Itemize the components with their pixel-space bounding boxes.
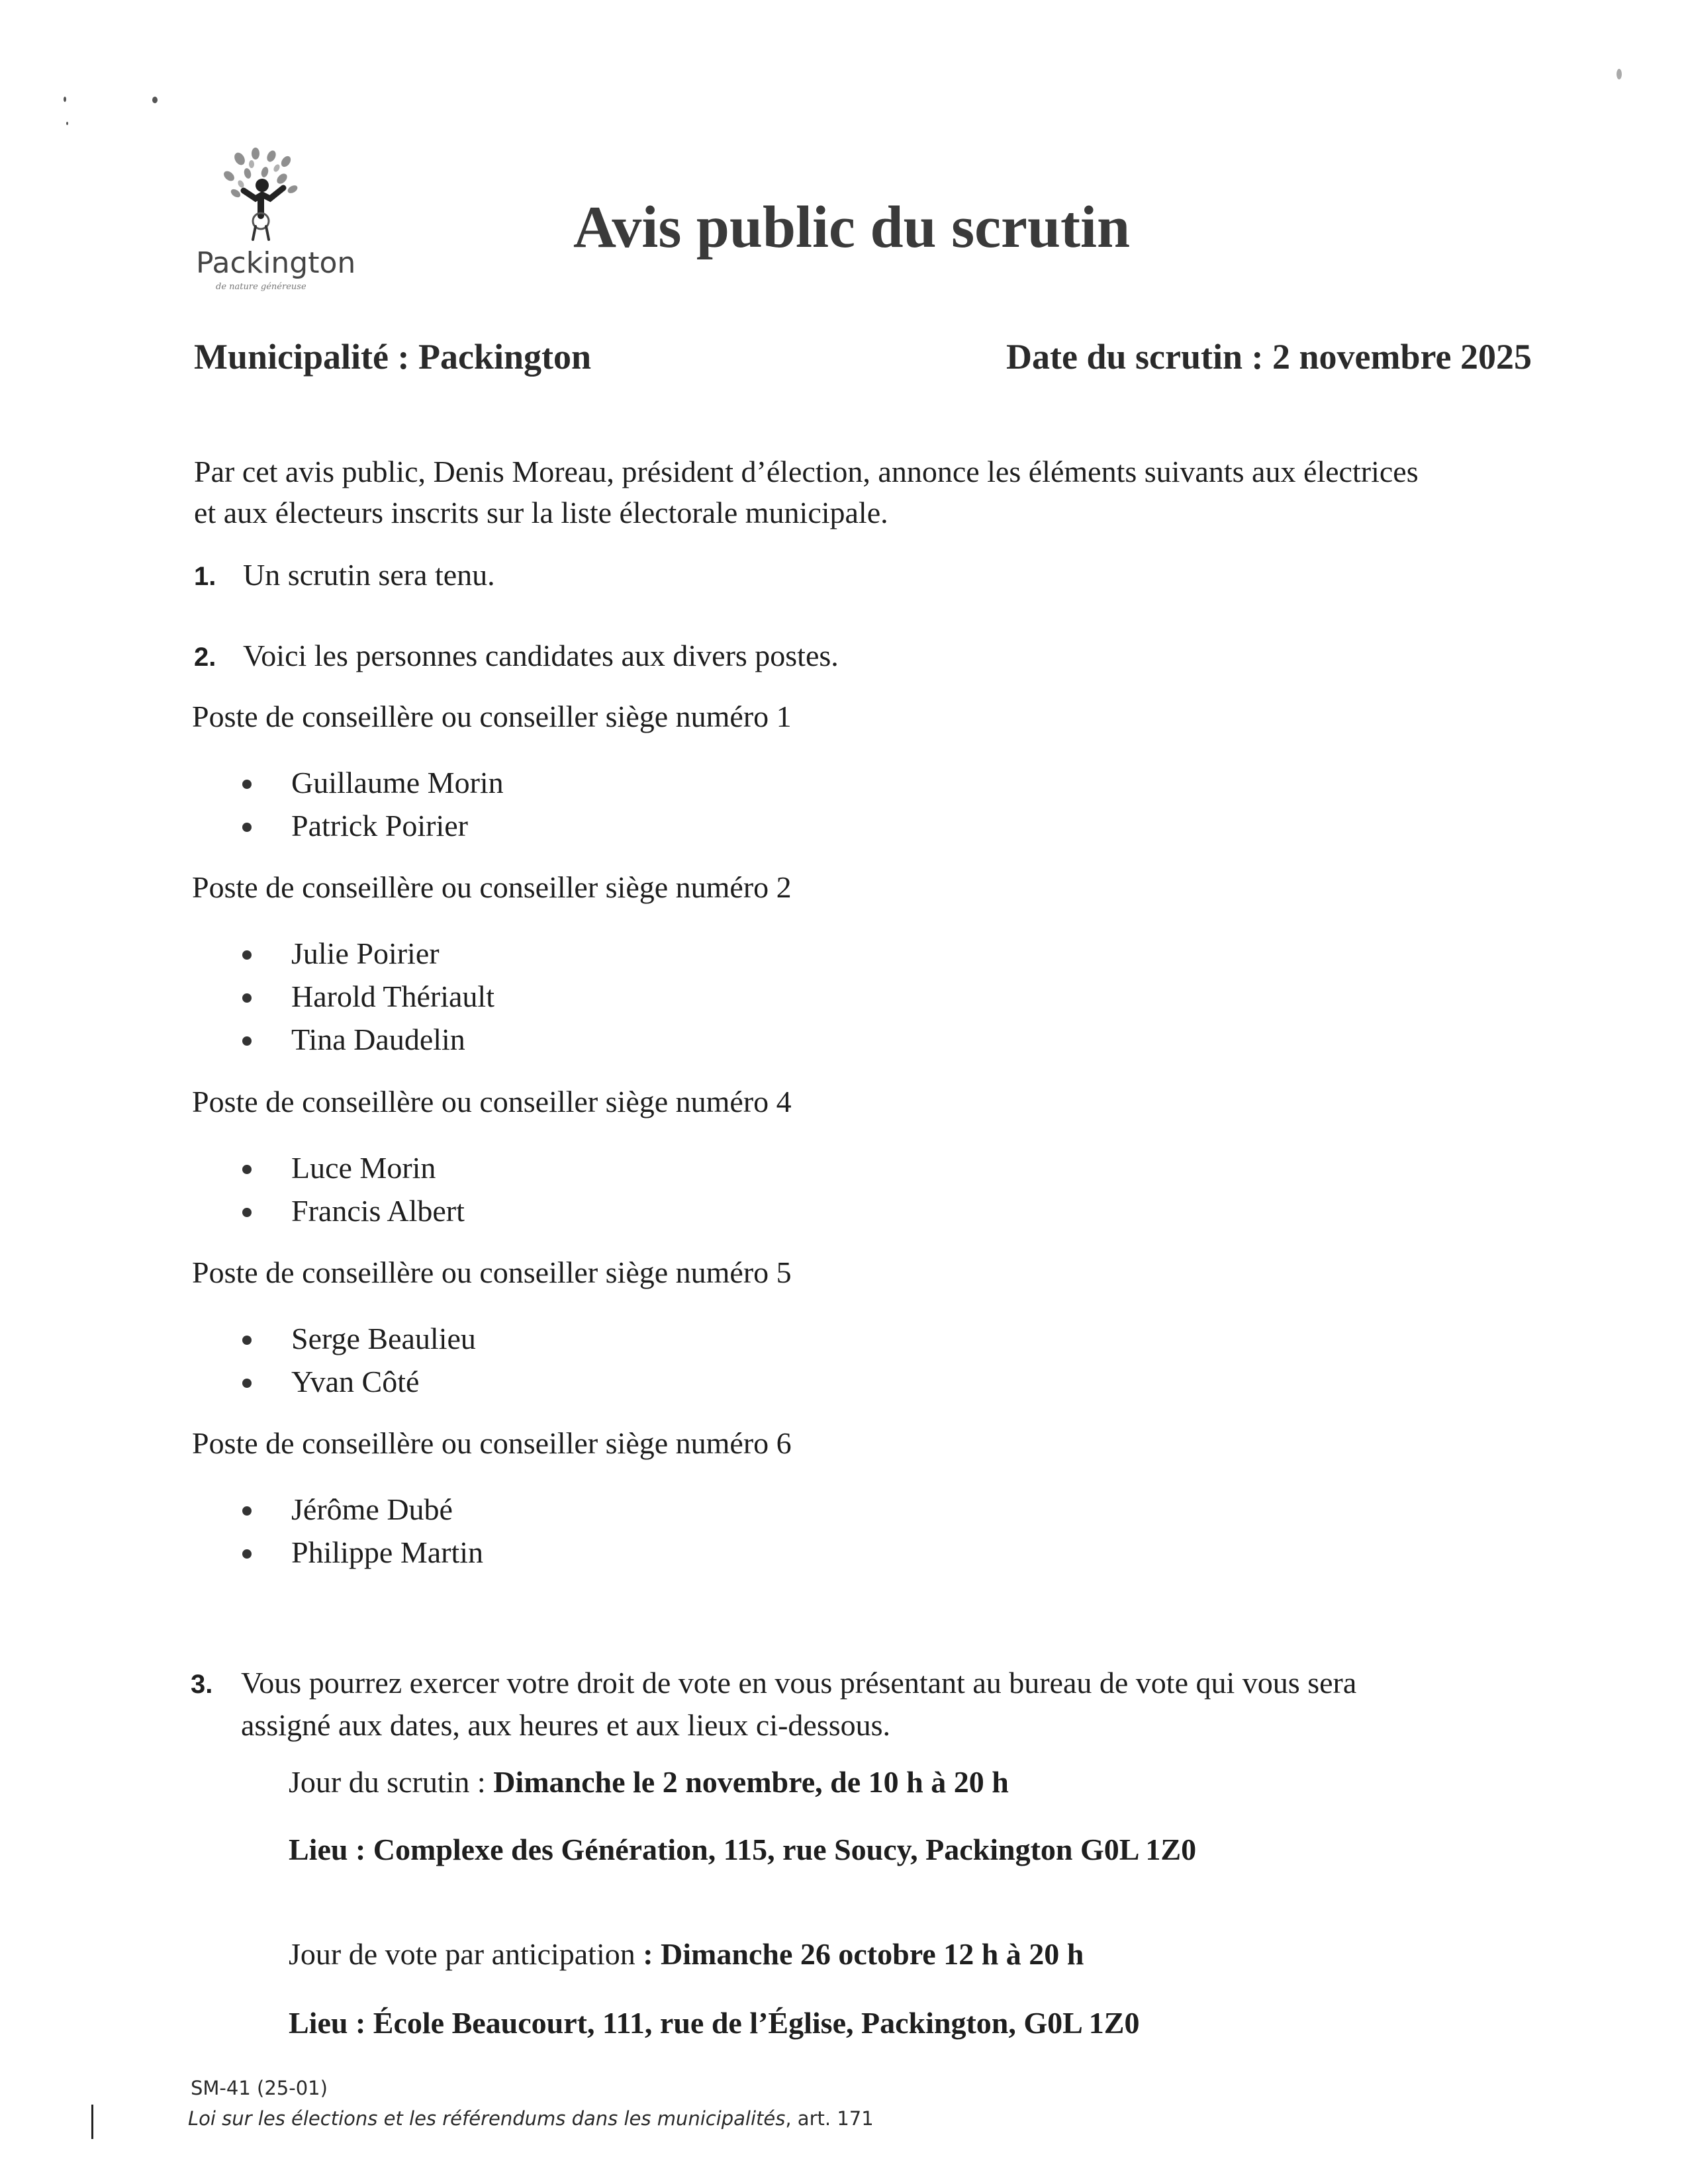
bullet-icon <box>242 1506 252 1516</box>
candidate-name: Yvan Côté <box>291 1365 420 1398</box>
scan-speck <box>66 122 68 125</box>
poste-label: Poste de conseillère ou conseiller siège numéro 1 <box>192 700 792 733</box>
candidate-name: Julie Poirier <box>291 936 440 970</box>
candidate-name: Philippe Martin <box>291 1535 484 1569</box>
candidate-name: Jérôme Dubé <box>291 1492 453 1526</box>
poste-label: Poste de conseillère ou conseiller siège numéro 5 <box>192 1255 792 1289</box>
candidate-name: Guillaume Morin <box>291 766 504 799</box>
logo-wordmark: Packington <box>196 246 356 280</box>
bullet-icon <box>242 993 252 1003</box>
candidate-name: Serge Beaulieu <box>291 1322 476 1355</box>
candidate-list <box>238 932 494 1061</box>
item-number: 3. <box>191 1670 213 1699</box>
bullet-icon <box>242 1208 252 1217</box>
item-text: Voici les personnes candidates aux divers postes. <box>243 639 839 672</box>
poste-label: Poste de conseillère ou conseiller siège numéro 2 <box>192 870 792 904</box>
list-item <box>238 1531 483 1574</box>
form-code: SM-41 (25-01) <box>191 2077 328 2099</box>
list-item <box>238 761 504 804</box>
poste-label: Poste de conseillère ou conseiller siège numéro 6 <box>192 1426 792 1460</box>
list-item <box>238 1189 465 1232</box>
bullet-icon <box>242 780 252 789</box>
vote-scrutin-line <box>289 1764 1009 1799</box>
candidate-name: Patrick Poirier <box>291 809 468 842</box>
item-number: 2. <box>194 643 216 672</box>
candidate-list <box>238 1488 483 1574</box>
page-title: Avis public du scrutin <box>573 195 1131 260</box>
candidate-name: Luce Morin <box>291 1151 436 1185</box>
item-number: 1. <box>194 562 216 591</box>
intro-line: Par cet avis public, Denis Moreau, président d’élection, annonce les éléments suivants aux électrices <box>194 455 1419 488</box>
poste-label: Poste de conseillère ou conseiller siège numéro 4 <box>192 1085 792 1118</box>
candidate-name: Francis Albert <box>291 1194 465 1228</box>
list-item <box>238 1018 494 1061</box>
list-item <box>238 932 494 975</box>
bullet-icon <box>242 823 252 832</box>
vote-anticipation-value: : Dimanche 26 octobre 12 h à 20 h <box>643 1937 1084 1971</box>
vote-scrutin-value: Dimanche le 2 novembre, de 10 h à 20 h <box>493 1765 1009 1799</box>
candidate-name: Harold Thériault <box>291 979 494 1013</box>
bullet-icon <box>242 1549 252 1559</box>
bullet-icon <box>242 950 252 960</box>
logo-tagline: de nature généreuse <box>216 282 306 292</box>
law-title: Loi sur les élections et les référendums dans les municipalités <box>188 2107 786 2130</box>
list-item <box>238 1146 465 1189</box>
bullet-icon <box>242 1336 252 1345</box>
item-3 <box>191 1662 1515 1746</box>
scan-speck <box>1617 69 1622 79</box>
list-item <box>238 1317 476 1360</box>
item-2 <box>194 635 839 678</box>
item-text: assigné aux dates, aux heures et aux lieux ci-dessous. <box>241 1708 891 1742</box>
item-1 <box>194 555 495 597</box>
bullet-icon <box>242 1165 252 1174</box>
vote-anticipation-label: Jour de vote par anticipation <box>289 1937 643 1971</box>
vote-anticipation-lieu-text: Lieu : École Beaucourt, 111, rue de l’Église, Packington, G0L 1Z0 <box>289 2006 1140 2040</box>
candidate-list <box>238 1317 476 1403</box>
bullet-icon <box>242 1036 252 1046</box>
list-item <box>238 975 494 1018</box>
candidate-list <box>238 1146 465 1232</box>
list-item <box>238 1488 483 1531</box>
scan-speck <box>64 97 66 102</box>
law-article: , art. 171 <box>785 2107 874 2130</box>
vote-scrutin-lieu-text: Lieu : Complexe des Génération, 115, rue Soucy, Packington G0L 1Z0 <box>289 1833 1197 1866</box>
list-item <box>238 1360 476 1403</box>
intro-line: et aux électeurs inscrits sur la liste électorale municipale. <box>194 496 888 529</box>
scan-speck <box>152 97 158 103</box>
item-text: Vous pourrez exercer votre droit de vote en vous présentant au bureau de vote qui vous sera <box>241 1666 1357 1700</box>
candidate-name: Tina Daudelin <box>291 1023 465 1056</box>
vote-scrutin-label: Jour du scrutin : <box>289 1765 494 1799</box>
vote-scrutin-lieu <box>289 1832 1196 1867</box>
item-text: Un scrutin sera tenu. <box>243 558 495 592</box>
candidate-list <box>238 761 504 847</box>
municipality-heading: Municipalité : Packington <box>194 337 592 377</box>
bullet-icon <box>242 1379 252 1388</box>
law-reference <box>188 2107 874 2130</box>
margin-mark <box>91 2105 93 2139</box>
intro-paragraph <box>194 451 1419 533</box>
vote-anticipation-lieu <box>289 2005 1139 2040</box>
vote-anticipation-line <box>289 1936 1084 1972</box>
election-date-heading: Date du scrutin : 2 novembre 2025 <box>1006 337 1532 377</box>
list-item <box>238 804 504 847</box>
